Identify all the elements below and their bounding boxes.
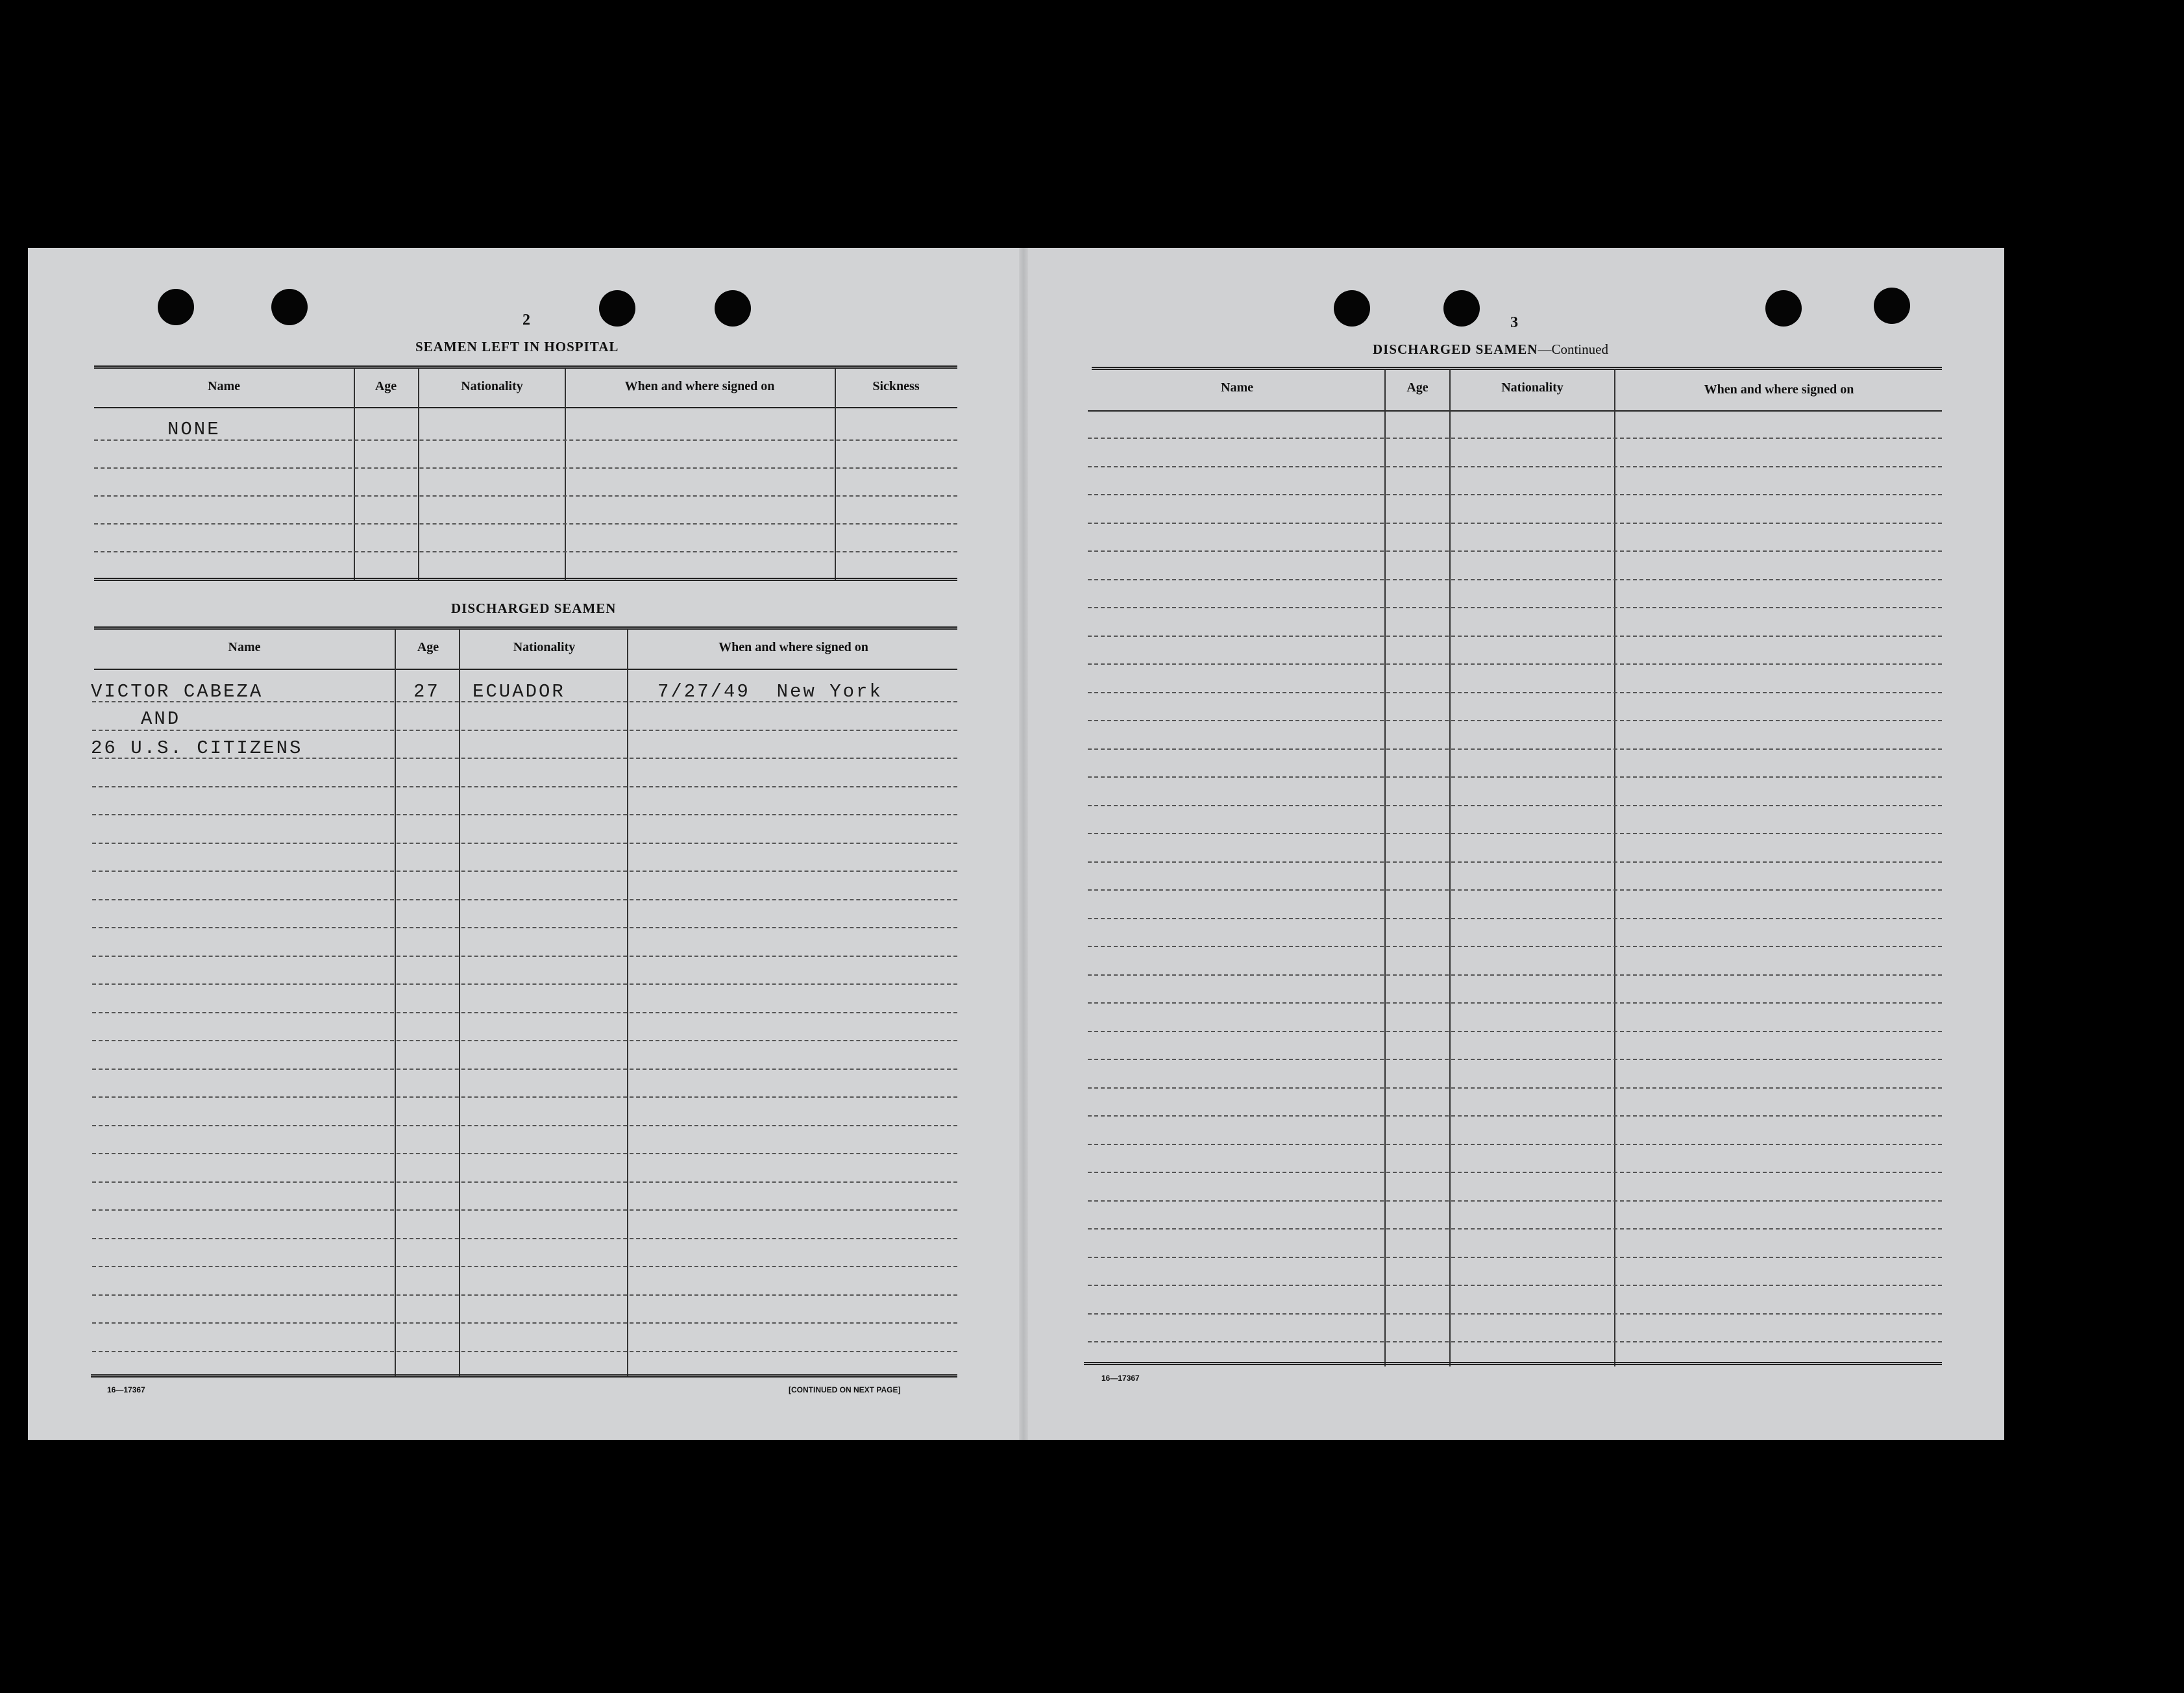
- row-line: [1088, 1200, 1942, 1202]
- col-header-age: Age: [1406, 380, 1429, 395]
- page-number: 2: [522, 312, 530, 328]
- row-line: [1088, 1087, 1942, 1089]
- punch-hole: [1334, 290, 1370, 327]
- discharged-name: 26 U.S. CITIZENS: [91, 737, 303, 759]
- punch-hole: [715, 290, 751, 327]
- punch-hole: [1443, 290, 1480, 327]
- hospital-section-title: SEAMEN LEFT IN HOSPITAL: [415, 339, 619, 354]
- column-divider: [395, 630, 396, 1376]
- right-page: [1024, 248, 2004, 1440]
- discharged-nationality: ECUADOR: [472, 681, 565, 702]
- column-divider: [1384, 370, 1386, 1366]
- row-line: [1088, 1172, 1942, 1173]
- row-line: [92, 1012, 957, 1013]
- column-divider: [565, 369, 566, 580]
- rule: [1084, 1362, 1942, 1365]
- row-line: [94, 523, 957, 525]
- row-line: [1088, 438, 1942, 439]
- row-line: [92, 1153, 957, 1154]
- column-divider: [354, 369, 355, 580]
- page-number: 3: [1510, 314, 1518, 331]
- discharged-signed-on: 7/27/49 New York: [657, 681, 883, 702]
- row-line: [1088, 636, 1942, 637]
- col-header-age: Age: [417, 640, 439, 654]
- discharged-section-title: DISCHARGED SEAMEN: [451, 600, 617, 616]
- row-line: [1088, 720, 1942, 721]
- column-divider: [835, 369, 836, 580]
- row-line: [92, 927, 957, 928]
- row-line: [1088, 805, 1942, 806]
- rule: [94, 626, 957, 630]
- rule: [1092, 367, 1942, 370]
- row-line: [1088, 607, 1942, 608]
- row-line: [1088, 1228, 1942, 1230]
- col-header-age: Age: [374, 379, 397, 393]
- row-line: [1088, 466, 1942, 467]
- row-line: [92, 1069, 957, 1070]
- col-header-nationality: Nationality: [461, 379, 523, 393]
- col-header-sickness: Sickness: [872, 379, 920, 393]
- form-number: 16—17367: [1101, 1374, 1140, 1383]
- punch-hole: [271, 289, 308, 325]
- rule: [94, 669, 957, 670]
- row-line: [94, 495, 957, 497]
- col-header-name: Name: [1221, 380, 1253, 395]
- row-line: [1088, 1115, 1942, 1117]
- col-header-name: Name: [208, 379, 240, 393]
- continued-note: [CONTINUED ON NEXT PAGE]: [789, 1385, 901, 1394]
- row-line: [92, 730, 957, 731]
- row-line: [1088, 1031, 1942, 1032]
- col-header-nationality: Nationality: [1501, 380, 1564, 395]
- row-line: [1088, 692, 1942, 693]
- punch-hole: [1765, 290, 1802, 327]
- row-line: [1088, 1059, 1942, 1060]
- col-header-nationality: Nationality: [513, 640, 576, 654]
- rule: [94, 365, 957, 369]
- row-line: [92, 1294, 957, 1296]
- row-line: [1088, 494, 1942, 495]
- row-line: [92, 899, 957, 900]
- row-line: [1088, 748, 1942, 750]
- row-line: [1088, 861, 1942, 863]
- row-line: [1088, 833, 1942, 834]
- row-line: [1088, 918, 1942, 919]
- row-line: [1088, 1144, 1942, 1145]
- row-line: [94, 439, 957, 441]
- row-line: [92, 1322, 957, 1324]
- row-line: [1088, 974, 1942, 976]
- rule: [1088, 410, 1942, 412]
- rule: [94, 578, 957, 581]
- discharged-age: 27: [413, 681, 440, 702]
- row-line: [94, 551, 957, 552]
- col-header-signed-on: When and where signed on: [718, 640, 868, 654]
- discharged-name: AND: [141, 708, 181, 730]
- row-line: [1088, 579, 1942, 580]
- row-line: [92, 786, 957, 787]
- row-line: [92, 1238, 957, 1239]
- row-line: [1088, 663, 1942, 665]
- hospital-row-name: NONE: [167, 419, 221, 440]
- row-line: [1088, 1285, 1942, 1286]
- column-divider: [418, 369, 419, 580]
- row-line: [1088, 889, 1942, 891]
- row-line: [1088, 1257, 1942, 1258]
- col-header-name: Name: [228, 640, 261, 654]
- col-header-signed-on: When and where signed on: [1704, 382, 1854, 397]
- row-line: [92, 871, 957, 872]
- discharged-name: VICTOR CABEZA: [91, 681, 264, 702]
- row-line: [1088, 946, 1942, 947]
- discharged-continued-title: DISCHARGED SEAMEN—Continued: [1373, 341, 1608, 357]
- row-line: [92, 814, 957, 815]
- row-line: [92, 1266, 957, 1267]
- row-line: [92, 1125, 957, 1126]
- row-line: [1088, 550, 1942, 552]
- row-line: [94, 467, 957, 469]
- column-divider: [627, 630, 628, 1376]
- row-line: [92, 1181, 957, 1183]
- punch-hole: [158, 289, 194, 325]
- punch-hole: [599, 290, 635, 327]
- page-gutter: [1019, 248, 1028, 1440]
- rule: [94, 407, 957, 408]
- row-line: [92, 843, 957, 844]
- form-number: 16—17367: [107, 1385, 145, 1394]
- column-divider: [459, 630, 460, 1376]
- row-line: [92, 1209, 957, 1211]
- row-line: [1088, 1341, 1942, 1342]
- row-line: [1088, 523, 1942, 524]
- row-line: [1088, 1313, 1942, 1315]
- row-line: [92, 1096, 957, 1098]
- col-header-signed-on: When and where signed on: [624, 379, 775, 393]
- row-line: [92, 956, 957, 957]
- column-divider: [1449, 370, 1451, 1366]
- column-divider: [1614, 370, 1615, 1366]
- row-line: [92, 1040, 957, 1041]
- row-line: [92, 983, 957, 985]
- row-line: [1088, 776, 1942, 778]
- punch-hole: [1874, 288, 1910, 324]
- row-line: [92, 1351, 957, 1352]
- row-line: [1088, 1002, 1942, 1004]
- rule: [91, 1374, 957, 1378]
